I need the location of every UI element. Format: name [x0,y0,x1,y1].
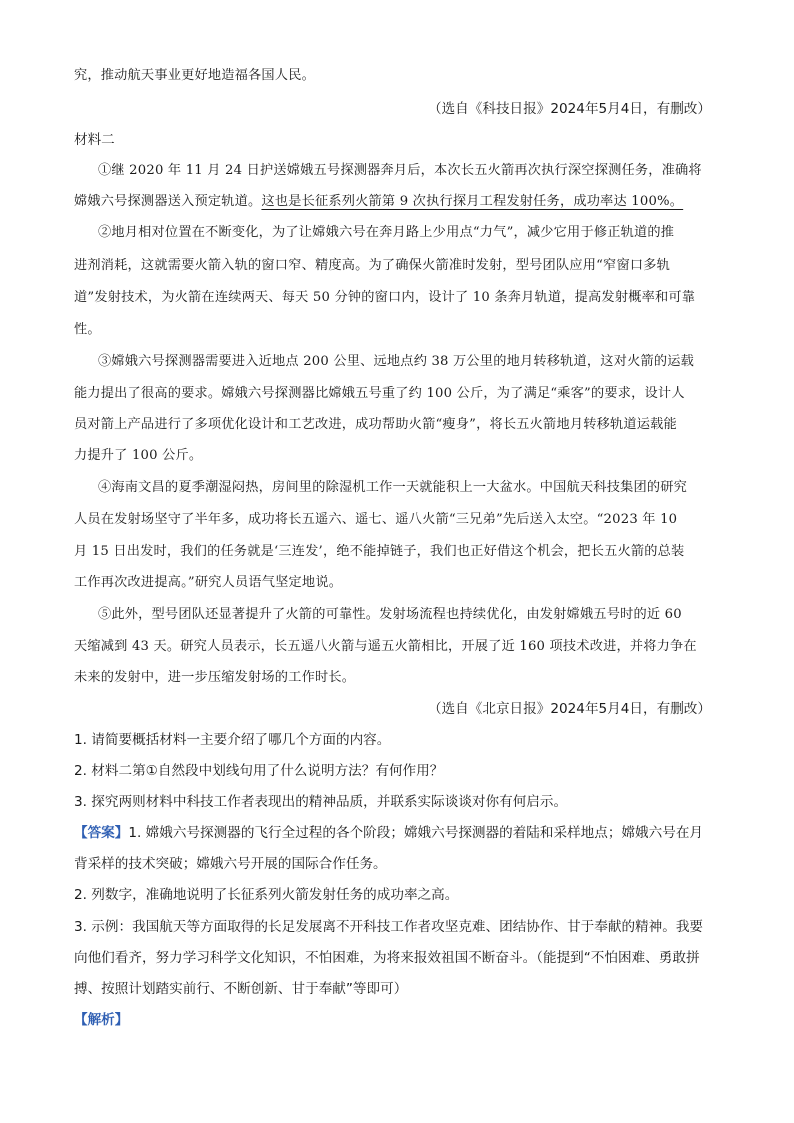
question-3: 3. 探究两则材料中科技工作者表现出的精神品质，并联系实际谈谈对你有何启示。 [74,794,568,810]
answer-1-second: 背采样的技术突破；嫦娥六号开展的国际合作任务。 [74,856,387,872]
paragraph-1-plain: 嫦娥六号探测器送入预定轨道。 [74,194,262,209]
paragraph-5-line-2: 天缩减到 43 天。研究人员表示，长五遥八火箭与遥五火箭相比，开展了近 160 项技术改进，并将力争在 [74,639,697,654]
answer-3-line-3: 搏、按照计划踏实前行、不断创新、甘于奉献”等即可） [74,981,408,997]
answer-line-1 [74,823,703,843]
question-1: 1. 请简要概括材料一主要介绍了哪几个方面的内容。 [74,732,391,748]
answer-1-first: 1. 嫦娥六号探测器的飞行全过程的各个阶段；嫦娥六号探测器的着陆和采样地点；嫦娥六号在月 [128,825,704,841]
material2-title: 材料二 [74,132,115,148]
paragraph-1-line-1: ①继 2020 年 11 月 24 日护送嫦娥五号探测器奔月后，本次长五火箭再次执行深空探测任务，准确将 [98,163,702,178]
answer-2: 2. 列数字，准确地说明了长征系列火箭发射任务的成功率之高。 [74,887,459,903]
paragraph-4-line-2: 人员在发射场坚守了半年多，成功将长五遥六、遥七、遥八火箭“三兄弟”先后送入太空。“2023 年 10 [74,512,678,527]
paragraph-2-line-4: 性。 [74,322,101,337]
paragraph-2-line-2: 进剂消耗，这就需要火箭入轨的窗口窄、精度高。为了确保火箭准时发射，型号团队应用“窄窗口多轨 [74,258,670,273]
question-2: 2. 材料二第①自然段中划线句用了什么说明方法？有何作用？ [74,763,444,779]
paragraph-3-line-1: ③嫦娥六号探测器需要进入近地点 200 公里、远地点约 38 万公里的地月转移轨道，这对火箭的运载 [98,354,695,369]
paragraph-4-line-3: 月 15 日出发时，我们的任务就是‘三连发’，绝不能掉链子，我们也正好借这个机会，把长五火箭的总装 [74,544,685,559]
answer-3-line-1: 3. 示例：我国航天等方面取得的长足发展离不开科技工作者攻坚克难、团结协作、甘于奉献的精神。我要 [74,919,704,935]
paragraph-1-line-2 [74,192,683,212]
paragraph-4-line-1: ④海南文昌的夏季潮湿闷热，房间里的除湿机工作一天就能积上一大盆水。中国航天科技集团的研究 [98,480,688,495]
paragraph-2-line-3: 道”发射技术，为火箭在连续两天、每天 50 分钟的窗口内，设计了 10 条奔月轨道，提高发射概率和可靠 [74,290,696,305]
underlined-sentence: 这也是长征系列火箭第 9 次执行探月工程发射任务，成功率达 100%。 [261,194,684,209]
paragraph-5-line-3: 未来的发射中，进一步压缩发射场的工作时长。 [74,670,356,685]
paragraph-5-line-1: ⑤此外，型号团队还显著提升了火箭的可靠性。发射场流程也持续优化，由发射嫦娥五号时的近 60 [98,607,682,622]
answer-3-line-2: 向他们看齐，努力学习科学文化知识，不怕困难，为将来报效祖国不断奋斗。（能提到“不怕困难、勇敢拼 [74,950,700,966]
material1-tail: 究，推动航天事业更好地造福各国人民。 [74,68,315,83]
answer-tag: 【答案】 [74,825,129,841]
paragraph-4-line-4: 工作再次改进提高。”研究人员语气坚定地说。 [74,575,343,590]
paragraph-2-line-1: ②地月相对位置在不断变化，为了让嫦娥六号在奔月路上少用点“力气”，减少它用于修正轨道的推 [98,225,675,240]
paragraph-3-line-2: 能力提出了很高的要求。嫦娥六号探测器比嫦娥五号重了约 100 公斤，为了满足“乘客”的要求，设计人 [74,386,685,401]
analysis-tag: 【解析】 [74,1012,129,1028]
paragraph-3-line-4: 力提升了 100 公斤。 [74,448,203,463]
source-citation-1: （选自《科技日报》2024年5月4日，有删改） [428,101,711,117]
source-citation-2: （选自《北京日报》2024年5月4日，有删改） [428,701,711,717]
paragraph-3-line-3: 员对箭上产品进行了多项优化设计和工艺改进，成功帮助火箭“瘦身”，将长五火箭地月转移轨道运载能 [74,417,677,432]
